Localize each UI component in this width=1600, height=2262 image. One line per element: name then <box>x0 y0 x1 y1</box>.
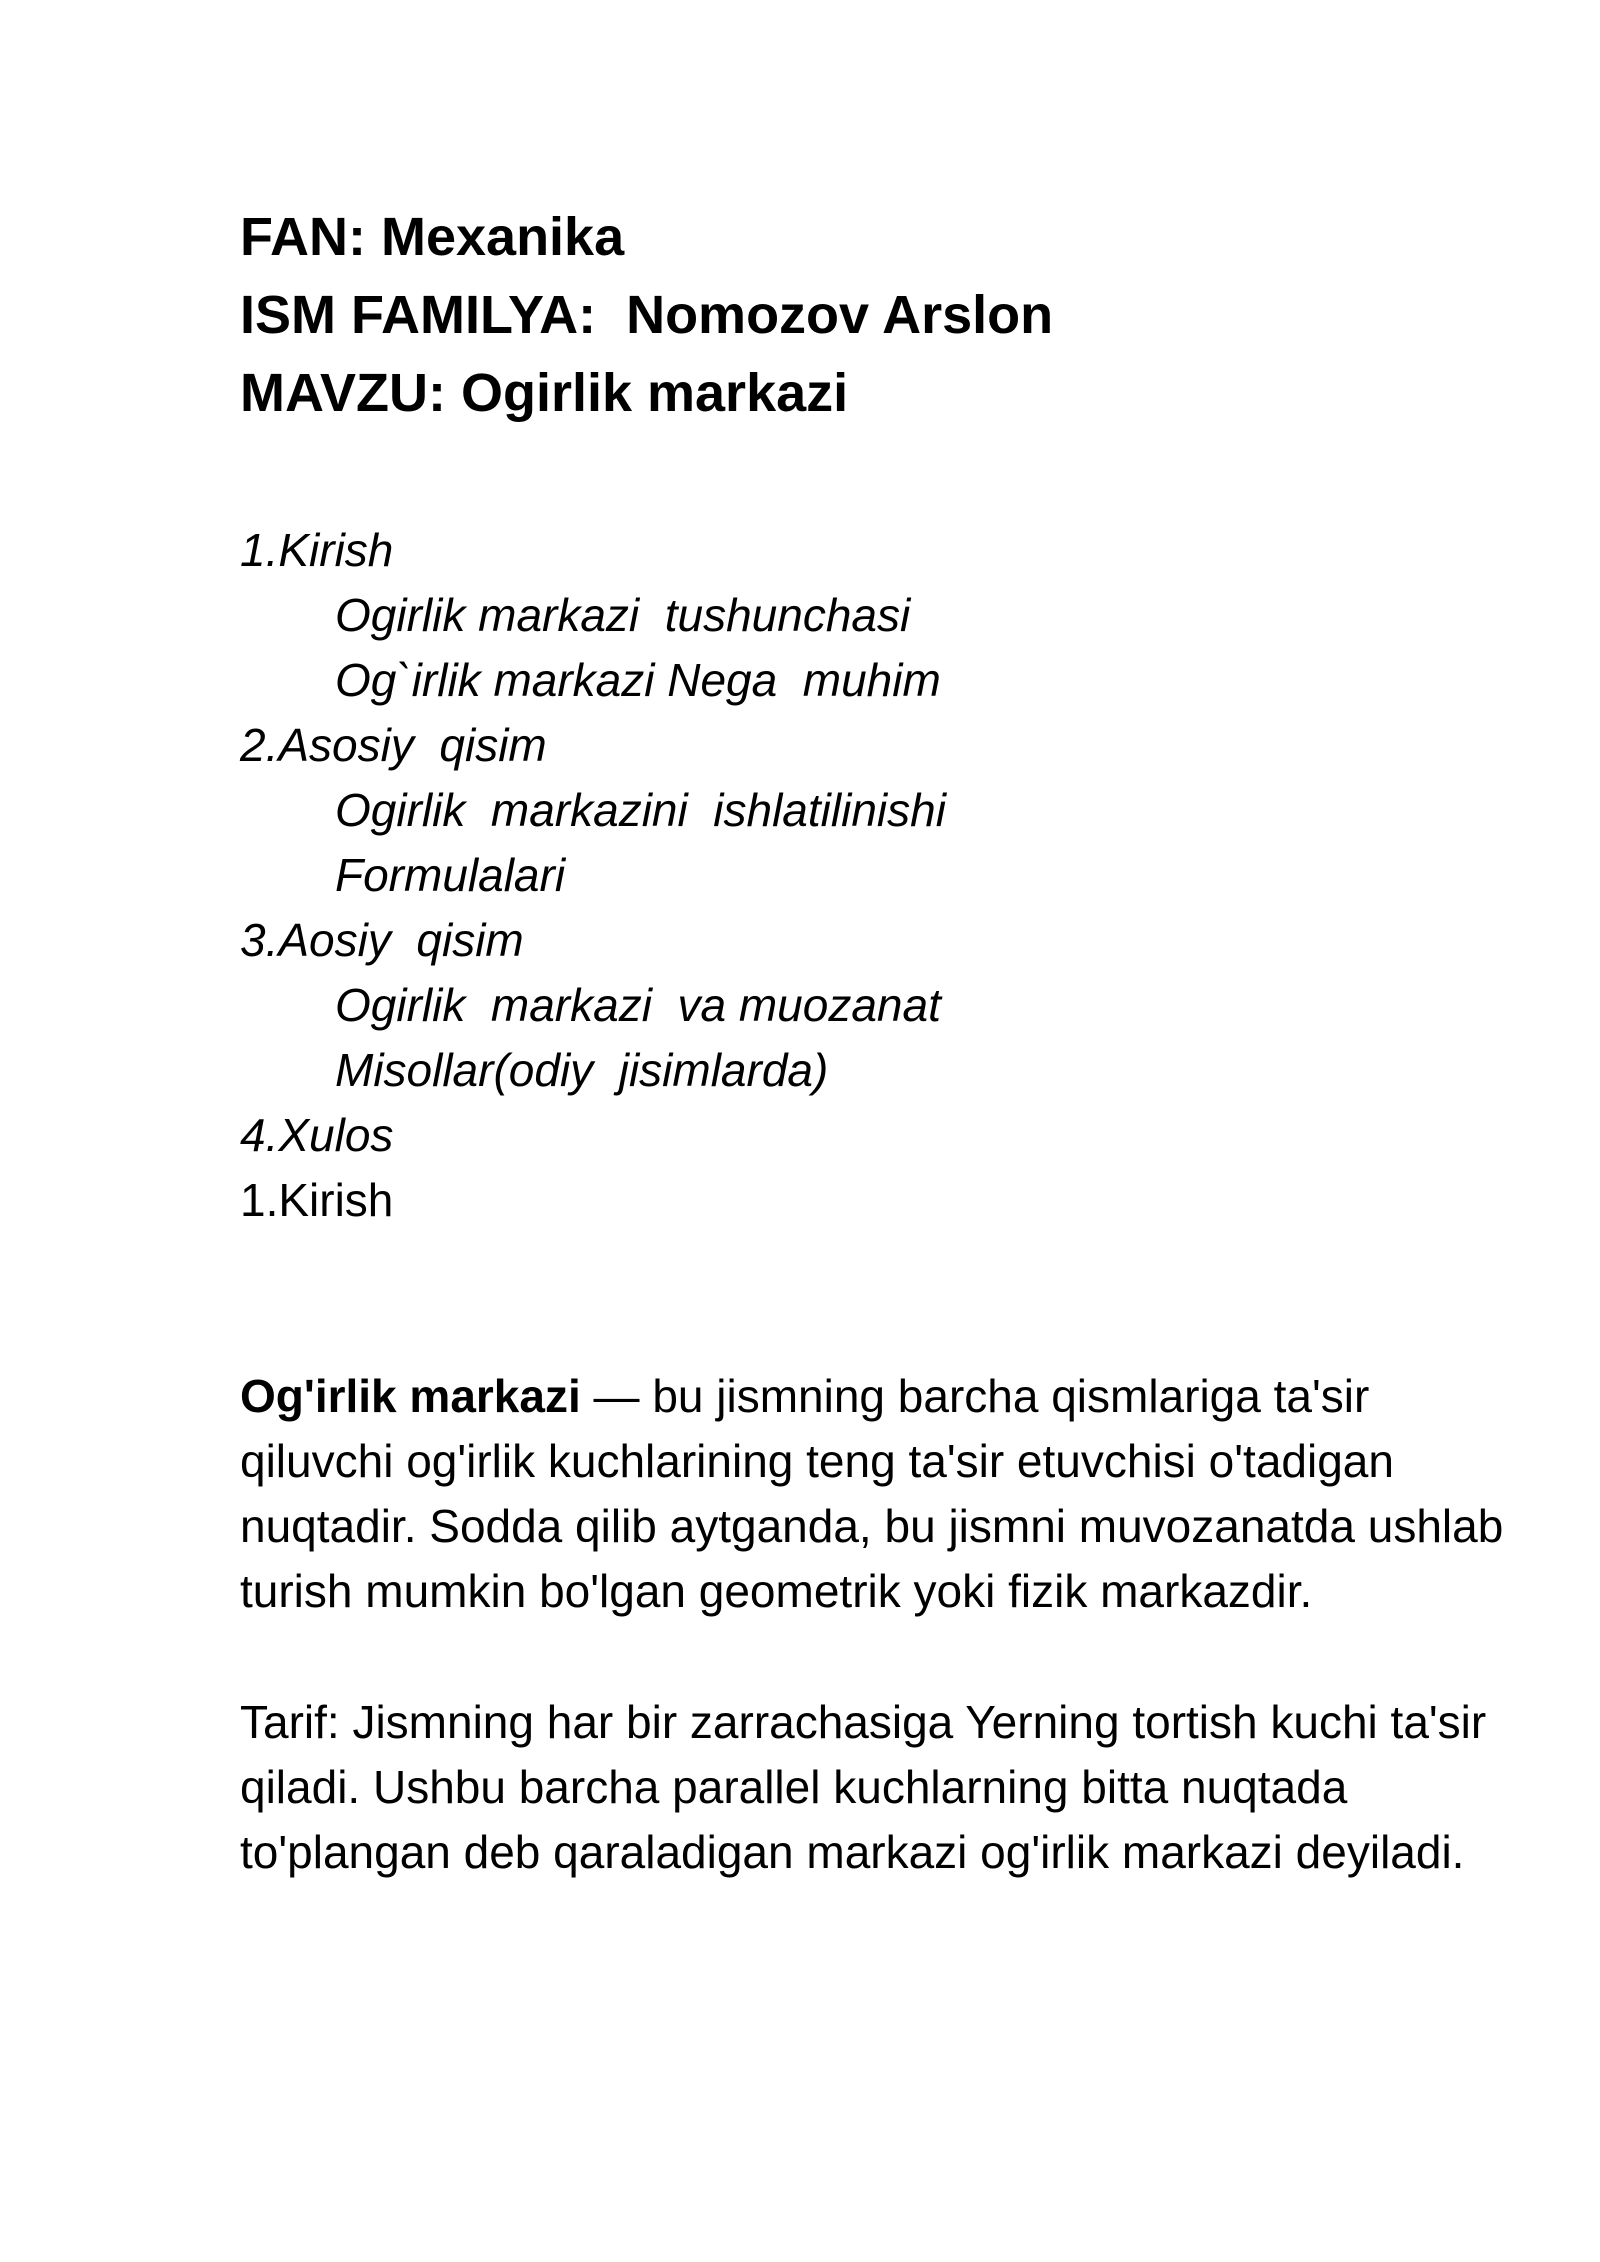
paragraph-line <box>240 1364 1580 1429</box>
toc-subitem: Og`irlik markazi Nega muhim <box>335 654 941 706</box>
subject-line: FAN: Mexanika <box>240 207 625 267</box>
toc-subitem: Misollar(odiy jisimlarda) <box>335 1044 829 1096</box>
toc-item: 2.Asosiy qisim <box>240 719 547 771</box>
toc-subitem: Ogirlik markazi va muozanat <box>335 979 941 1031</box>
topic-line: MAVZU: Ogirlik markazi <box>240 363 849 423</box>
paragraph-line-rest: — bu jismning barcha qismlariga ta'sir <box>580 1370 1370 1422</box>
paragraph-line: Tarif: Jismning har bir zarrachasiga Yerning tortish kuchi ta'sir <box>240 1696 1487 1748</box>
toc-subitem: Formulalari <box>335 849 566 901</box>
tarif-paragraph <box>240 1690 1580 1885</box>
student-name-line: ISM FAMILYA: Nomozov Arslon <box>240 285 1054 345</box>
paragraph-line: to'plangan deb qaraladigan markazi og'irlik markazi deyiladi. <box>240 1826 1465 1878</box>
toc-item: 3.Aosiy qisim <box>240 914 524 966</box>
toc-item: 4.Xulos <box>240 1109 394 1161</box>
document-header <box>240 198 1520 432</box>
paragraph-line: qiluvchi og'irlik kuchlarining teng ta'sir etuvchisi o'tadigan <box>240 1435 1394 1487</box>
paragraph-line: turish mumkin bo'lgan geometrik yoki fizik markazdir. <box>240 1565 1313 1617</box>
toc-subitem: Ogirlik markazi tushunchasi <box>335 589 911 641</box>
defined-term: Og'irlik markazi <box>240 1370 581 1422</box>
paragraph-line: nuqtadir. Sodda qilib aytganda, bu jismni muvozanatda ushlab <box>240 1500 1504 1552</box>
paragraph-line: qiladi. Ushbu barcha parallel kuchlarning bitta nuqtada <box>240 1761 1348 1813</box>
table-of-contents <box>240 518 1520 1233</box>
section-heading-kirish: 1.Kirish <box>240 1174 394 1226</box>
toc-item: 1.Kirish <box>240 524 394 576</box>
toc-subitem: Ogirlik markazini ishlatilinishi <box>335 784 946 836</box>
definition-paragraph <box>240 1364 1580 1624</box>
